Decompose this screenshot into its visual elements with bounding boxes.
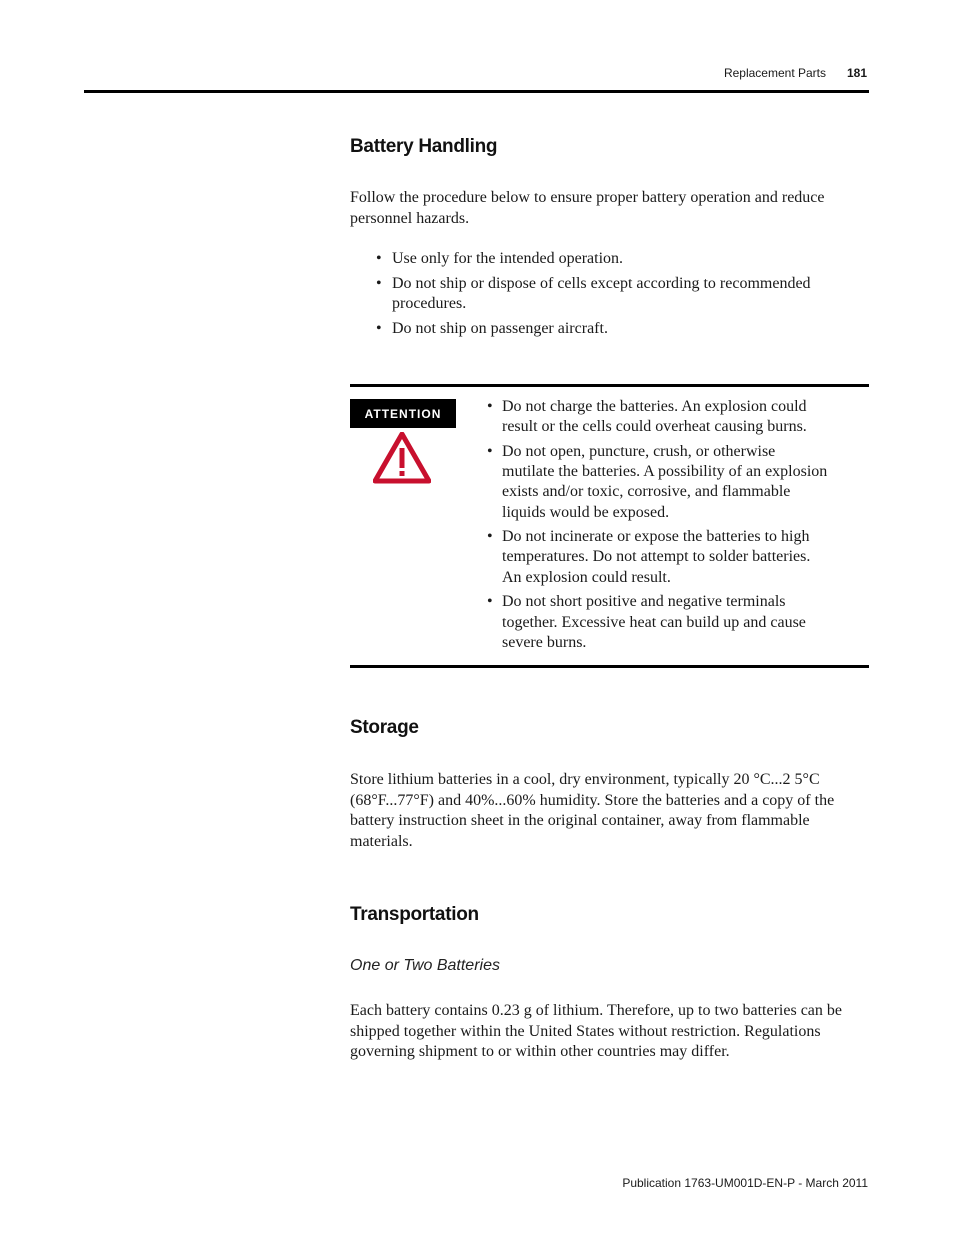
attention-label: ATTENTION: [350, 399, 456, 428]
list-item: • Do not open, puncture, crush, or otherwise mutilate the batteries. A possibility of an explosion exists and/or toxic, corrosive, and flammable liquids would be exposed.: [486, 442, 831, 523]
storage-heading: Storage: [350, 717, 419, 738]
battery-handling-intro: Follow the procedure below to ensure proper battery operation and reduce personnel hazards.: [350, 189, 825, 227]
transportation-heading: Transportation: [350, 904, 479, 925]
warning-triangle-icon: [373, 432, 431, 484]
page-header: [84, 66, 869, 93]
battery-handling-list: [372, 249, 852, 343]
battery-handling-heading: Battery Handling: [350, 136, 498, 157]
publication-footer: Publication 1763-UM001D-EN-P - March 2011: [622, 1176, 868, 1190]
transportation-subheading: One or Two Batteries: [350, 957, 500, 974]
storage-text: Store lithium batteries in a cool, dry environment, typically 20 °C...2 5°C (68°F...77°F) and 40%...60% humidity. Store the batteries and a copy of the battery instruction sheet in the original container, away from flammable materials.: [350, 771, 835, 850]
list-item: • Do not short positive and negative terminals together. Excessive heat can build up and cause severe burns.: [486, 592, 831, 653]
list-item: • Do not incinerate or expose the batteries to high temperatures. Do not attempt to solder batteries. An explosion could result.: [486, 527, 831, 588]
list-item: • Do not ship on passenger aircraft.: [372, 319, 852, 340]
page-number: 181: [846, 66, 867, 80]
list-item: • Do not ship or dispose of cells except according to recommended procedures.: [372, 274, 852, 315]
header-section-title: Replacement Parts: [723, 66, 826, 80]
transportation-text: Each battery contains 0.23 g of lithium. Therefore, up to two batteries can be shipped together within the United States without restriction. Regulations governing shipment to or within other countries may differ.: [350, 1002, 842, 1060]
list-item: • Do not charge the batteries. An explosion could result or the cells could overheat causing burns.: [486, 397, 831, 437]
attention-box: [350, 384, 869, 668]
list-item: • Use only for the intended operation.: [372, 249, 852, 270]
attention-list: [486, 397, 831, 657]
